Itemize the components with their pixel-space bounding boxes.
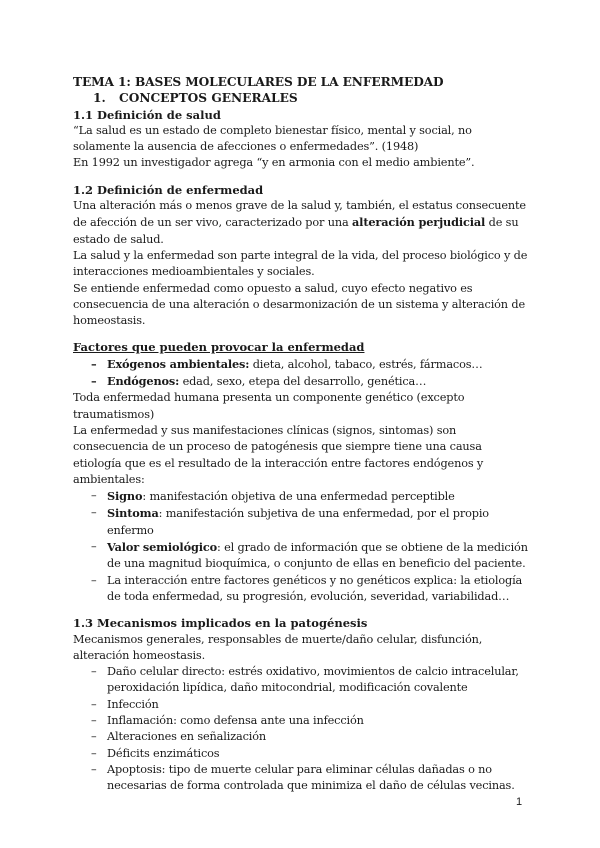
- page-number: 1: [516, 796, 523, 808]
- list-item: – Infección: [73, 697, 528, 713]
- list-item: – Inflamación: como defensa ante una infección: [73, 713, 528, 729]
- patogenesis-paragraph: La enfermedad y sus manifestaciones clínicas (signos, sintomas) son consecuencia de un proceso de patogénesis que siempre tiene una causa etiología que es el resultado de la interacción entre factores endógenos y ambientales:: [73, 423, 484, 486]
- list-item: – Sintoma: manifestación subjetiva de una enfermedad, por el propio enfermo: [73, 505, 528, 539]
- list-item: – Alteraciones en señalización: [73, 729, 528, 745]
- list-item: – Apoptosis: tipo de muerte celular para eliminar células dañadas o no necesarias de forma controlada que minimiza el daño de células vecinas.: [73, 762, 528, 795]
- enfermedad-definition-part-a: Una alteración más o menos grave de la salud y, también, el estatus consecuente de afección de un ser vivo, caracterizado por una: [73, 199, 526, 230]
- list-item: – Daño celular directo: estrés oxidativo, movimientos de calcio intracelular, peroxidación lipídica, daño mitocondrial, modificación covalente: [73, 664, 528, 697]
- document-page: [73, 74, 528, 794]
- salud-addition-1992: En 1992 un investigador agrega “y en armonia con el medio ambiente”.: [73, 156, 475, 170]
- section-1-2-heading: 1.2 Definición de enfermedad: [73, 182, 264, 197]
- mecanismos-paragraph: Mecanismos generales, responsables de muerte/daño celular, disfunción, alteración homeostasis.: [73, 632, 483, 662]
- list-item: – Signo: manifestación objetiva de una enfermedad perceptible: [73, 488, 528, 505]
- section-1-3-heading: 1.3 Mecanismos implicados en la patogénesis: [73, 616, 368, 631]
- document-title: TEMA 1: BASES MOLECULARES DE LA ENFERMEDAD: [73, 75, 444, 89]
- salud-enfermedad-paragraph: La salud y la enfermedad son parte integral de la vida, del proceso biológico y de interacciones medioambientales y sociales.: [73, 248, 528, 279]
- mecanismos-list: [73, 664, 528, 794]
- list-item: – Déficits enzimáticos: [73, 746, 528, 762]
- enfermedad-definition-part-c: de su estado de salud.: [73, 216, 519, 246]
- factores-heading: Factores que pueden provocar la enfermedad: [73, 340, 365, 355]
- section-1-1-heading: 1.1 Definición de salud: [73, 107, 221, 122]
- manifestaciones-list: [73, 488, 528, 605]
- section-1-number: 1.: [93, 91, 106, 106]
- section-1-heading: [73, 90, 528, 106]
- list-item: – Endógenos: edad, sexo, etepa del desarrollo, genética…: [73, 373, 528, 390]
- section-1-title: CONCEPTOS GENERALES: [119, 91, 298, 106]
- list-item: – Exógenos ambientales: dieta, alcohol, tabaco, estrés, fármacos…: [73, 356, 528, 373]
- enfermedad-opuesto-paragraph: Se entiende enfermedad como opuesto a salud, cuyo efecto negativo es consecuencia de una alteración o desarmonización de un sistema y alteración de homeostasis.: [73, 281, 525, 328]
- list-item: – La interacción entre factores genéticos y no genéticos explica: la etiología de toda enfermedad, su progresión, evolución, severidad, variabilidad…: [73, 573, 528, 606]
- list-item: – Valor semiológico: el grado de información que se obtiene de la medición de una magnitud bioquímica, o conjunto de ellas en beneficio del paciente.: [73, 539, 528, 573]
- enfermedad-definition-bold: alteración perjudicial: [352, 215, 486, 230]
- salud-definition-quote: “La salud es un estado de completo bienestar físico, mental y social, no solamente la ausencia de afecciones o enfermedades”. (1948): [73, 123, 472, 154]
- componente-genetico-paragraph: Toda enfermedad humana presenta un componente genético (excepto traumatismos): [73, 391, 465, 421]
- factores-list: [73, 356, 528, 391]
- enfermedad-definition: [73, 198, 528, 248]
